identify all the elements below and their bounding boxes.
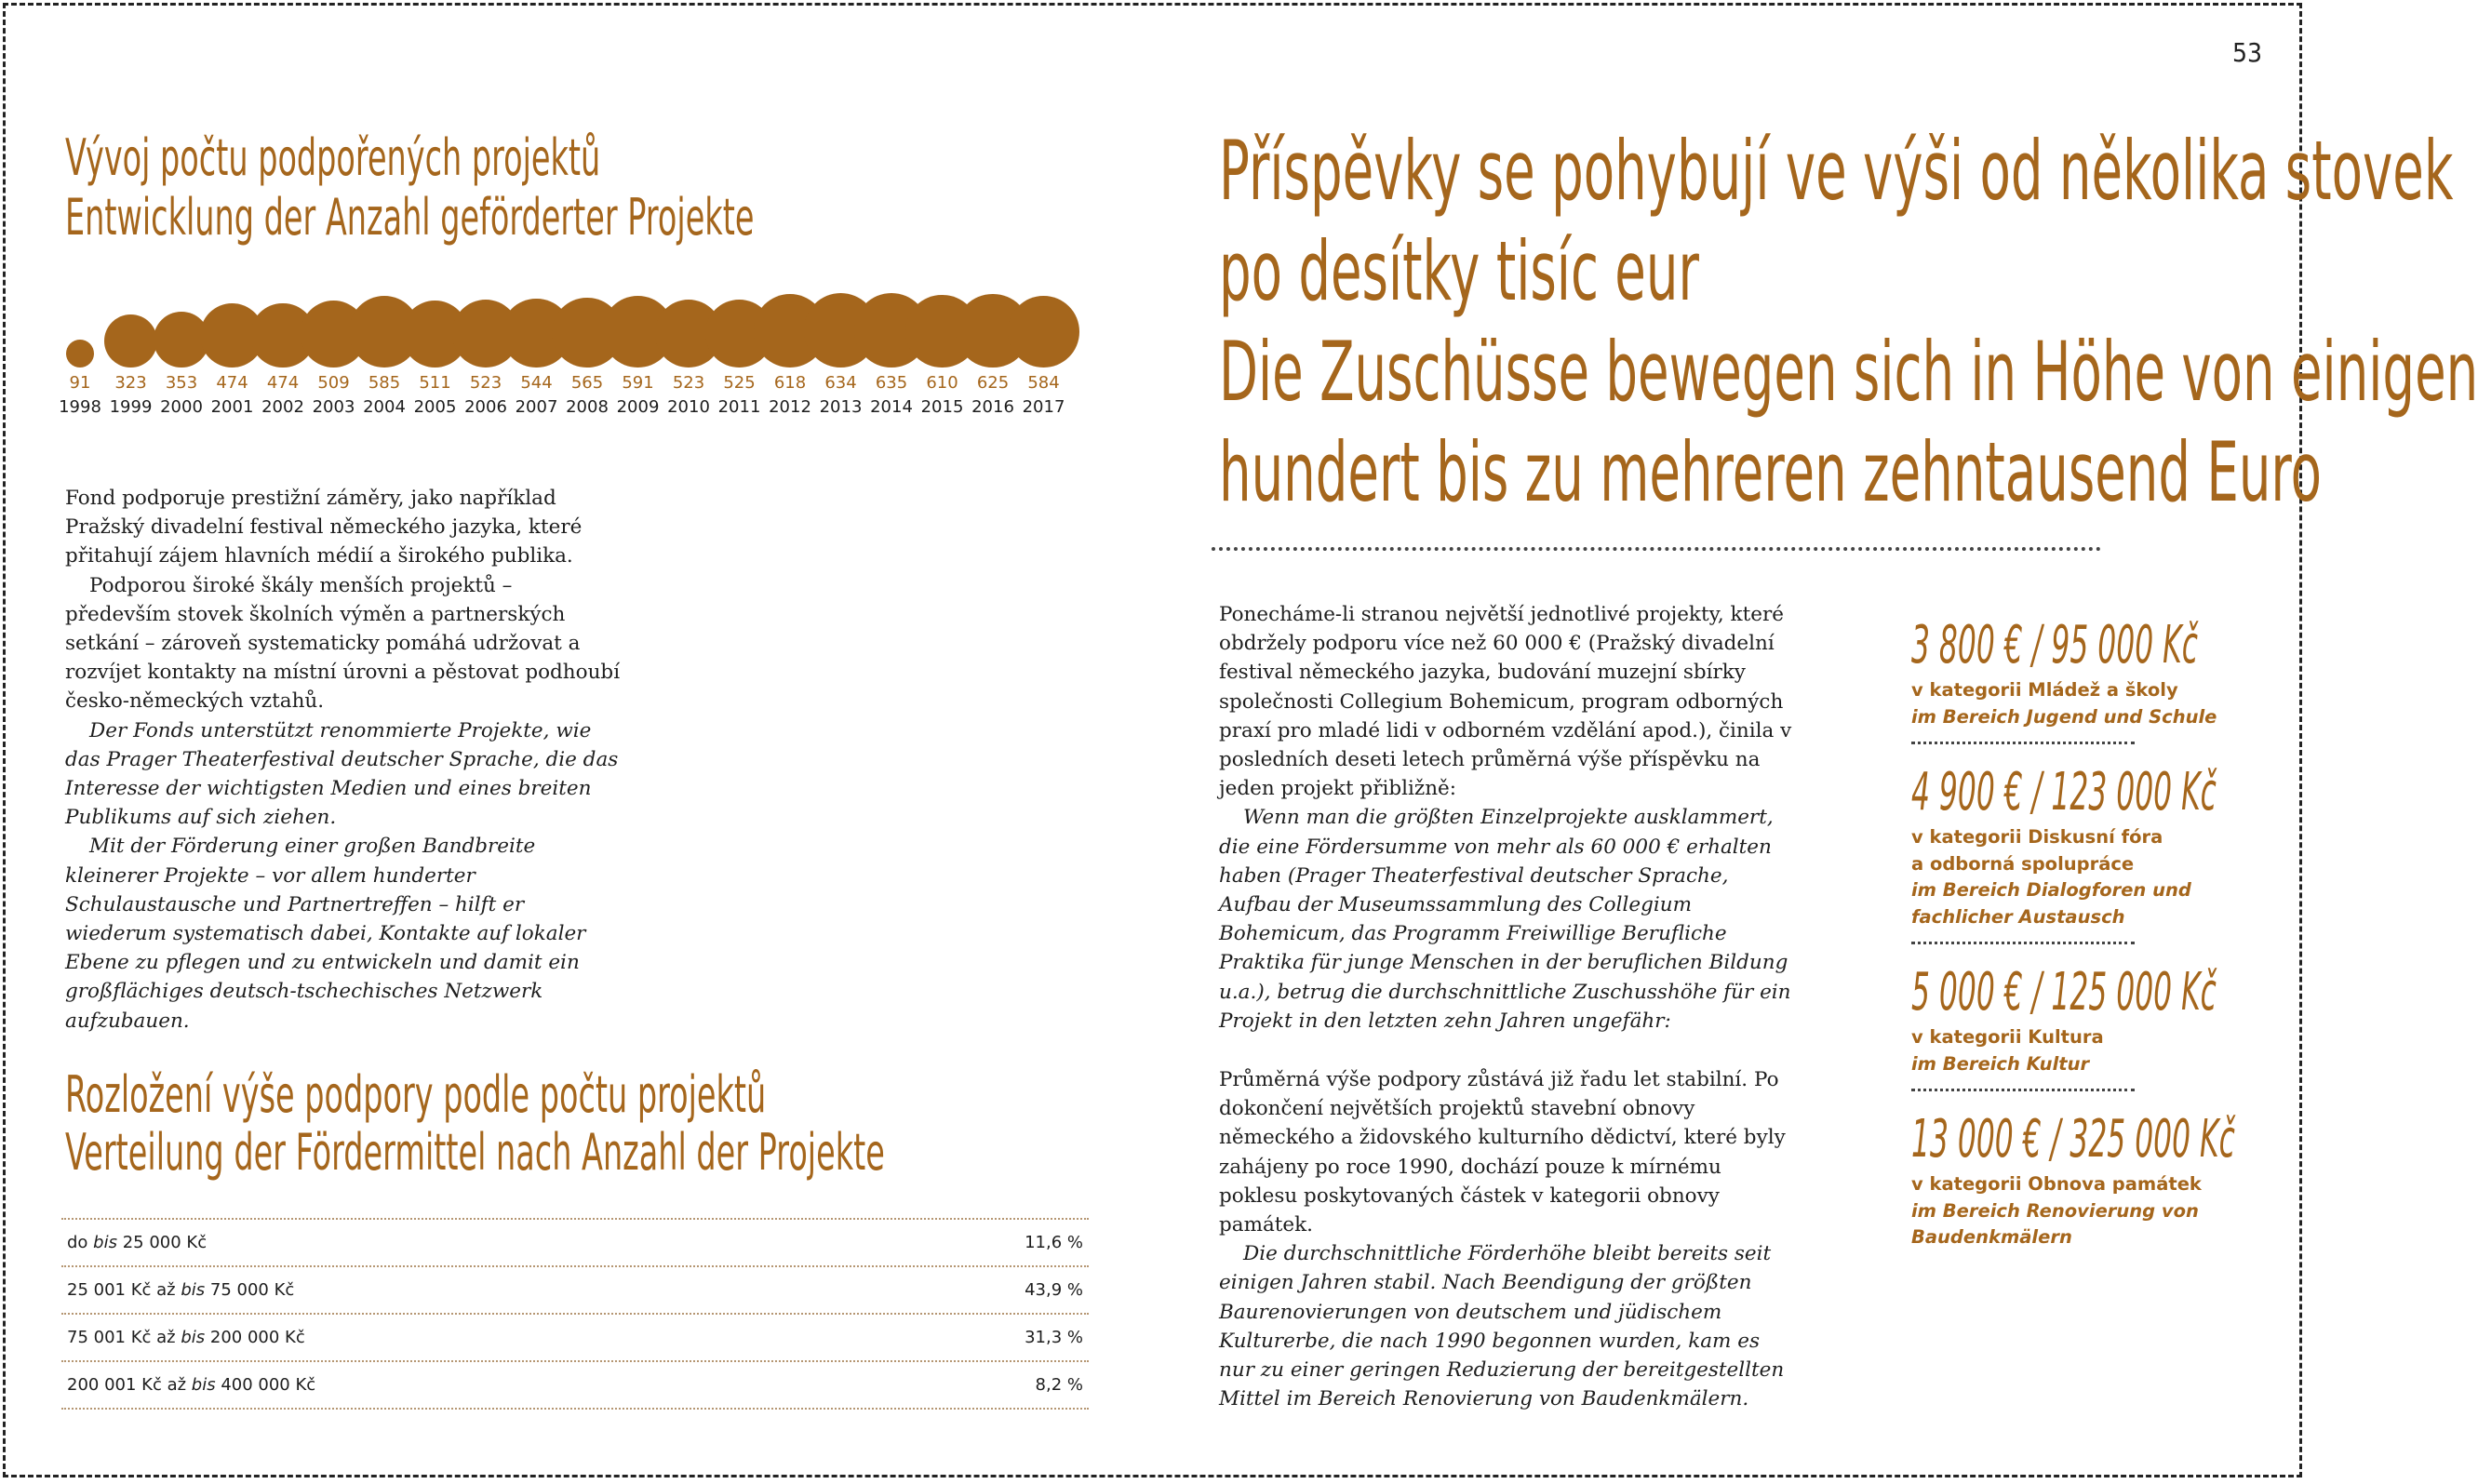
right-body-text-2	[1219, 1065, 1796, 1413]
amount-separator: /	[2050, 1109, 2061, 1170]
bubble-year-label: 2006	[464, 397, 507, 417]
range-percentage: 31,3 %	[1025, 1328, 1083, 1347]
amount-eur: 4 900 €	[1911, 762, 2023, 822]
figure-divider	[1911, 1089, 2135, 1091]
range-bis: bis	[93, 1233, 117, 1252]
range-label	[67, 1375, 315, 1395]
bubble-value-label: 474	[266, 373, 300, 393]
paragraph: Podporou široké škály menších projektů – především stovek školních výměn a partnerských setkání – zároveň systematicky pomáhá udržovat a rozvíjet kontakty na místní úrovni a pěstovat podhoubí česko-německých vztahů.	[65, 573, 621, 714]
bubble-year-label: 2016	[971, 397, 1014, 417]
amount-eur: 13 000 €	[1911, 1109, 2042, 1170]
bubble-value-label: 618	[773, 373, 807, 393]
category-cz: v kategorii Diskusní fóra	[1911, 826, 2163, 848]
range-prefix: 25 001 Kč až	[67, 1280, 181, 1300]
bubble-year-label: 2003	[312, 397, 355, 417]
range-suffix: 400 000 Kč	[215, 1375, 316, 1395]
amount-czk: 123 000 Kč	[2051, 762, 2217, 822]
category-cz: v kategorii Mládež a školy	[1911, 679, 2178, 701]
left-body-text	[65, 484, 623, 1036]
bubble-year-label: 2010	[667, 397, 710, 417]
bubble-year-label: 2017	[1022, 397, 1065, 417]
distribution-heading	[65, 1066, 885, 1182]
bubble-year-label: 2012	[769, 397, 811, 417]
range-bis: bis	[181, 1280, 206, 1300]
paragraph: Wenn man die größten Einzelprojekte ausklammert, die eine Fördersumme von mehr als 60 000 € erhalten haben (Prager Theaterfestival deutscher Sprache, Aufbau der Museumssammlung des Collegium Bohemicum, das Programm Freiwillige Berufliche Praktika für junge Menschen in der beruflichen Bildung u.a.), betrug die durchschnittliche Zuschusshöhe für ein Projekt in den letzten zehn Jahren ungefähr:	[1219, 806, 1791, 1033]
bubble-value-label: 523	[672, 373, 705, 393]
range-bis: bis	[181, 1328, 206, 1347]
paragraph: Die durchschnittliche Förderhöhe bleibt bereits seit einigen Jahren stabil. Nach Beendigung der größten Baurenovierungen von deutschem und jüdischem Kulturerbe, die nach 1990 begonnen wurden, kam es nur zu einer geringen Reduzierung der bereitgestellten Mittel im Bereich Renovierung von Baudenkmälern.	[1219, 1242, 1785, 1411]
amount-separator: /	[2031, 762, 2043, 822]
paragraph: Průměrná výše podpory zůstává již řadu let stabilní. Po dokončení největších projektů stavební obnovy německého a židovského kulturního dědictví, které byly zahájeny po roce 1990, dochází pouze k mírnému poklesu poskytovaných částek v kategorii obnovy památek.	[1219, 1068, 1786, 1237]
amount-separator: /	[2031, 615, 2043, 675]
range-percentage: 43,9 %	[1025, 1280, 1083, 1300]
amount-separator: /	[2031, 962, 2043, 1023]
category-cz: v kategorii Kultura	[1911, 1026, 2104, 1048]
distribution-table	[61, 1218, 1089, 1410]
bubble-year-label: 1999	[109, 397, 153, 417]
bubble-value-label: 634	[824, 373, 857, 393]
table-row	[61, 1265, 1089, 1313]
title-divider	[1212, 547, 2101, 551]
page-number: 53	[2231, 37, 2262, 68]
category-de: im Bereich Dialogforen und	[1911, 879, 2191, 901]
bubble-value-label: 525	[723, 373, 756, 393]
category-de: im Bereich Jugend und Schule	[1911, 705, 2217, 728]
title-line: po desítky tisíc eur	[1219, 223, 1699, 319]
category-de: im Bereich Kultur	[1911, 1052, 2090, 1075]
range-label	[67, 1328, 305, 1347]
bubble-value-label: 91	[69, 373, 91, 393]
chart-heading	[65, 128, 754, 247]
bubble-year-label: 2001	[210, 397, 254, 417]
bubble-year-label: 2004	[363, 397, 406, 417]
average-figure	[1911, 614, 2265, 744]
chart-heading-de: Entwicklung der Anzahl geförderter Projekte	[65, 188, 755, 247]
title-line: Příspěvky se pohybují ve výši od několika stovek	[1219, 123, 2454, 219]
chart-heading-cz: Vývoj počtu podpořených projektů	[65, 128, 601, 187]
distribution-heading-de: Verteilung der Fördermittel nach Anzahl der Projekte	[65, 1123, 885, 1182]
bubble-value-label: 635	[875, 373, 908, 393]
range-prefix: 75 001 Kč až	[67, 1328, 181, 1347]
bubble-year-label: 2013	[819, 397, 863, 417]
figure-divider	[1911, 942, 2135, 944]
bubble-value-label: 565	[570, 373, 604, 393]
bubble-year-label: 2011	[717, 397, 761, 417]
paragraph: Mit der Förderung einer großen Bandbreite kleinerer Projekte – vor allem hunderter Schulaustausche und Partnertreffen – hilft er wiederum systematisch dabei, Kontakte auf lokaler Ebene zu pflegen und zu entwickeln und damit ein großflächiges deutsch-tschechisches Netzwerk aufzubauen.	[65, 835, 586, 1033]
paragraph: Der Fonds unterstützt renommierte Projekte, wie das Prager Theaterfestival deutscher Sprache, die das Interesse der wichtigsten Medien und eines breiten Publikums auf sich ziehen.	[65, 718, 619, 830]
category-cz: a odborná spolupráce	[1911, 852, 2135, 875]
table-row	[61, 1218, 1089, 1265]
amount-czk: 95 000 Kč	[2051, 615, 2198, 675]
bubble-2017	[1008, 296, 1079, 368]
bubble-value-label: 353	[165, 373, 198, 393]
bubble-value-label: 474	[216, 373, 248, 393]
bubble-value-label: 544	[520, 373, 553, 393]
range-suffix: 25 000 Kč	[116, 1233, 208, 1252]
figure-amount	[1911, 1108, 2235, 1171]
bubble-year-label: 2014	[870, 397, 913, 417]
right-title	[1219, 121, 2478, 523]
range-percentage: 8,2 %	[1035, 1375, 1083, 1395]
bubble-year-label: 2000	[160, 397, 203, 417]
right-body-text-1	[1219, 600, 1796, 1036]
figure-divider	[1911, 742, 2135, 744]
range-suffix: 200 000 Kč	[205, 1328, 305, 1347]
bubble-1999	[104, 314, 157, 368]
bubble-value-label: 584	[1027, 373, 1060, 393]
amount-eur: 5 000 €	[1911, 962, 2023, 1023]
amount-czk: 325 000 Kč	[2069, 1109, 2235, 1170]
range-percentage: 11,6 %	[1025, 1233, 1083, 1252]
range-label	[67, 1233, 207, 1252]
table-row	[61, 1313, 1089, 1360]
bubble-year-label: 2002	[261, 397, 304, 417]
category-cz: v kategorii Obnova památek	[1911, 1173, 2202, 1195]
paragraph: Fond podporuje prestižní záměry, jako například Pražský divadelní festival německého jazyka, které přitahují zájem hlavních médií a širokého publika.	[65, 487, 583, 568]
bubble-year-label: 2008	[566, 397, 609, 417]
amount-czk: 125 000 Kč	[2051, 962, 2217, 1023]
range-prefix: do	[67, 1233, 94, 1252]
bubble-value-label: 610	[926, 373, 958, 393]
table-row	[61, 1360, 1089, 1410]
bubble-year-label: 2005	[413, 397, 457, 417]
average-figure	[1911, 961, 2265, 1091]
figure-amount	[1911, 614, 2198, 677]
bubble-value-label: 323	[114, 373, 147, 393]
bubble-value-label: 625	[976, 373, 1010, 393]
bubble-year-label: 1998	[59, 397, 101, 417]
range-label	[67, 1280, 294, 1300]
bubble-value-label: 509	[317, 373, 350, 393]
average-figure	[1911, 761, 2265, 944]
amount-eur: 3 800 €	[1911, 615, 2023, 675]
title-line: Die Zuschüsse bewegen sich in Höhe von einigen	[1219, 324, 2478, 420]
bubble-value-label: 511	[419, 373, 451, 393]
average-figures	[1911, 614, 2265, 1268]
figure-amount	[1911, 761, 2217, 824]
projects-bubble-chart	[59, 279, 1098, 428]
category-de: Baudenkmälern	[1911, 1226, 2072, 1248]
bubble-year-label: 2015	[920, 397, 964, 417]
range-prefix: 200 001 Kč až	[67, 1375, 192, 1395]
paragraph: Ponecháme-li stranou největší jednotlivé projekty, které obdržely podporu více než 60 000 € (Pražský divadelní festival německého jazyka, budování muzejní sbírky společnosti Collegium Bohemicum, program odborných praxí pro mladé lidi v odborném vzdělání apod.), činila v posledních deseti letech průměrná výše příspěvku na jeden projekt přibližně:	[1219, 603, 1792, 801]
range-suffix: 75 000 Kč	[205, 1280, 295, 1300]
range-bis: bis	[191, 1375, 216, 1395]
bubble-year-label: 2007	[515, 397, 558, 417]
figure-amount	[1911, 961, 2217, 1024]
title-line: hundert bis zu mehreren zehntausend Euro	[1219, 424, 2323, 520]
average-figure	[1911, 1108, 2265, 1251]
bubble-year-label: 2009	[616, 397, 660, 417]
bubble-value-label: 585	[368, 373, 401, 393]
bubble-1998	[66, 340, 94, 368]
category-de: fachlicher Austausch	[1911, 905, 2125, 928]
category-de: im Bereich Renovierung von	[1911, 1199, 2199, 1222]
bubble-value-label: 523	[469, 373, 502, 393]
distribution-heading-cz: Rozložení výše podpory podle počtu projektů	[65, 1065, 767, 1124]
bubble-value-label: 591	[622, 373, 654, 393]
